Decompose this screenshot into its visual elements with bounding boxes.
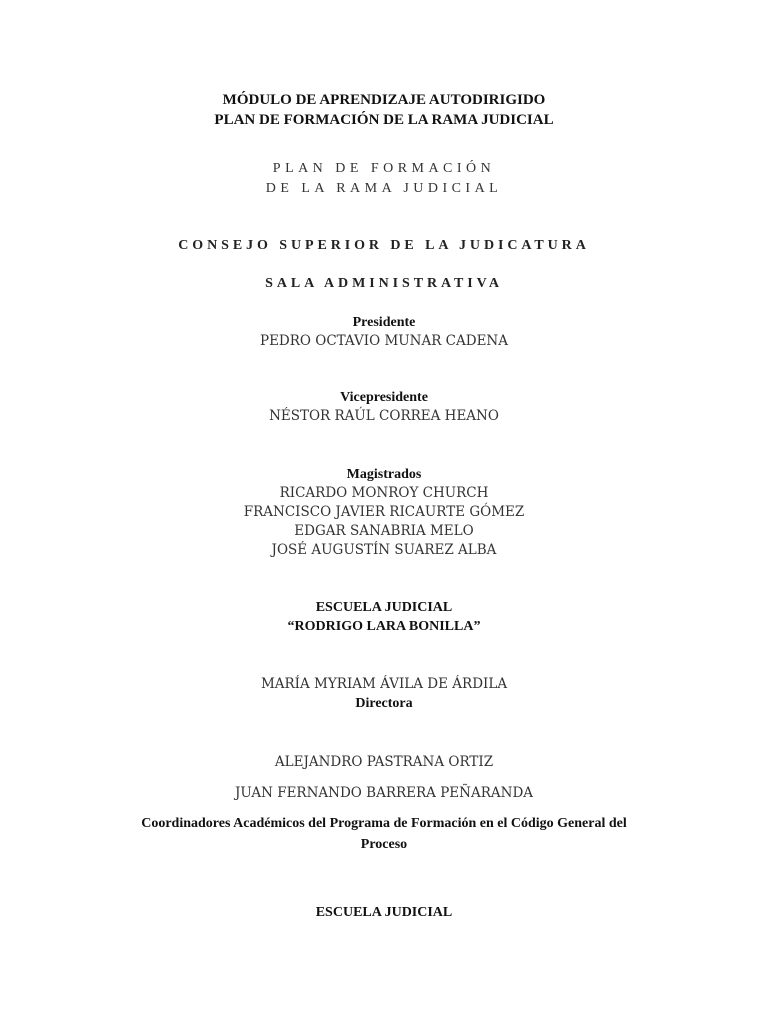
plan-title-line2: DE LA RAMA JUDICIAL [265,181,503,196]
coordinator-name: JUAN FERNANDO BARRERA PEÑARANDA [234,785,534,801]
footer-school: ESCUELA JUDICIAL [315,905,453,920]
chamber-title: SALA ADMINISTRATIVA [265,276,503,291]
vice-president-label: Vicepresidente [340,390,428,405]
director-label: Directora [355,696,413,711]
module-subtitle: PLAN DE FORMACIÓN DE LA RAMA JUDICIAL [214,112,554,128]
magistrate-name: RICARDO MONROY CHURCH [279,485,489,501]
magistrate-name: EDGAR SANABRIA MELO [294,523,474,539]
coordinators-label-line1: Coordinadores Académicos del Programa de Formación en el Código General del [141,816,627,831]
council-title: CONSEJO SUPERIOR DE LA JUDICATURA [178,238,590,253]
plan-title-line1: PLAN DE FORMACIÓN [272,161,496,176]
magistrate-name: FRANCISCO JAVIER RICAURTE GÓMEZ [243,504,525,520]
module-title: MÓDULO DE APRENDIZAJE AUTODIRIGIDO [222,92,546,108]
school-namesake: “RODRIGO LARA BONILLA” [287,619,481,634]
coordinators-label-line2: Proceso [360,837,408,852]
president-name: PEDRO OCTAVIO MUNAR CADENA [259,333,508,349]
school-name: ESCUELA JUDICIAL [315,600,453,615]
magistrate-name: JOSÉ AUGUSTÍN SUAREZ ALBA [271,542,497,558]
magistrates-label: Magistrados [346,467,422,482]
president-label: Presidente [352,315,416,330]
vice-president-name: NÉSTOR RAÚL CORREA HEANO [269,408,499,424]
coordinator-name: ALEJANDRO PASTRANA ORTIZ [274,754,494,770]
director-name: MARÍA MYRIAM ÁVILA DE ÁRDILA [260,676,508,692]
